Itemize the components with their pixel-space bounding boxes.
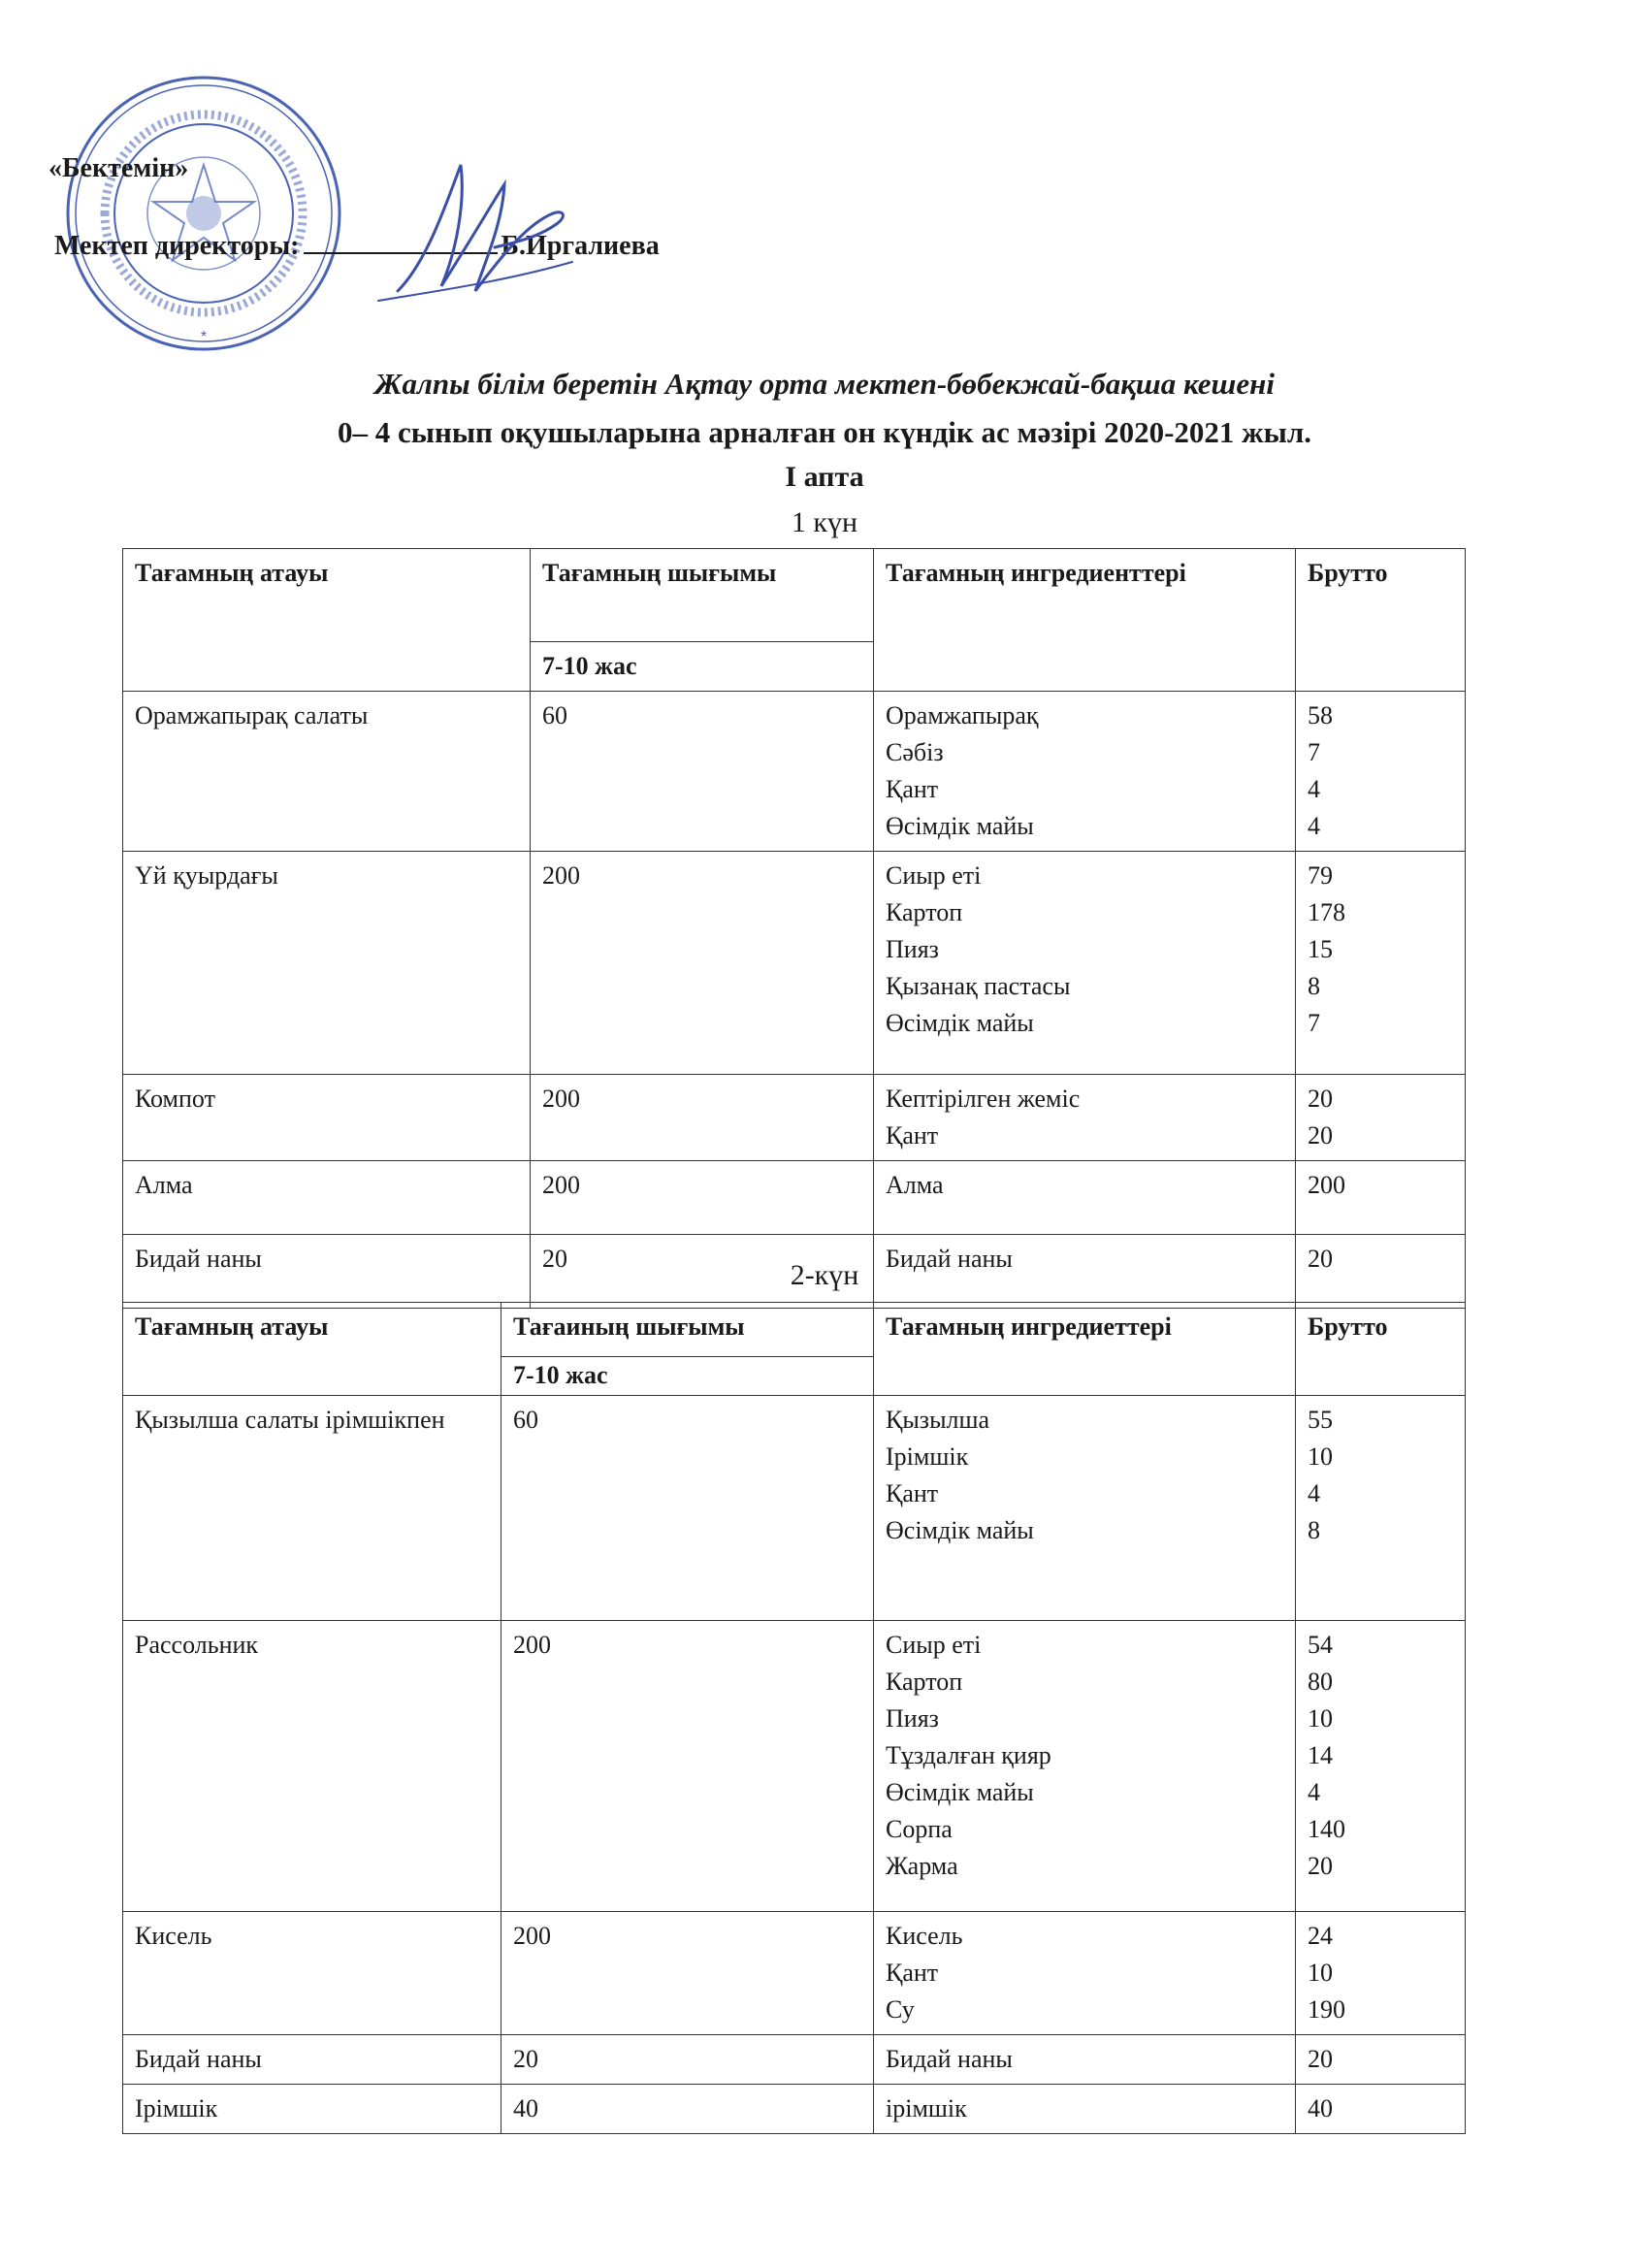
dish-name: Орамжапырақ салаты (123, 692, 531, 852)
ingredient-item: Пияз (886, 1704, 939, 1733)
brutto-value: 7 (1308, 1009, 1320, 1037)
director-name: Б.Иргалиева (501, 231, 660, 261)
ingredient-item: Өсімдік майы (886, 812, 1034, 840)
ingredient-item: Бидай наны (886, 2045, 1013, 2073)
brutto-value: 10 (1308, 1442, 1333, 1471)
ingredient-item: Су (886, 1995, 915, 2024)
ingredient-item: Қант (886, 1121, 939, 1150)
brutto-value: 8 (1308, 972, 1320, 1000)
dish-output: 200 (531, 1075, 874, 1161)
ingredient-list (874, 1621, 1296, 1912)
ingredient-item: Сиыр еті (886, 861, 982, 890)
brutto-value: 10 (1308, 1959, 1333, 1987)
approval-heading: «Бектемін» (48, 153, 189, 183)
dish-name: Бидай наны (123, 2035, 501, 2085)
ingredient-item: Қызанақ пастасы (886, 972, 1071, 1000)
ingredient-list (874, 1161, 1296, 1235)
brutto-list (1296, 1621, 1466, 1912)
brutto-value: 24 (1308, 1922, 1333, 1950)
brutto-list (1296, 852, 1466, 1075)
ingredient-item: Қант (886, 1479, 939, 1507)
dish-output: 60 (501, 1396, 874, 1621)
table-row (123, 852, 1466, 1075)
header-output: Тағаиның шығымы (501, 1303, 874, 1357)
brutto-value: 200 (1308, 1171, 1345, 1199)
table-row (123, 1912, 1466, 2035)
header-ingredients: Тағамның ингредиеттері (874, 1303, 1296, 1396)
document-title: Жалпы білім беретін Ақтау орта мектеп-бөбекжай-бақша кешені (374, 367, 1275, 401)
brutto-list (1296, 1161, 1466, 1235)
brutto-value: 55 (1308, 1406, 1333, 1434)
dish-name: Бидай наны (123, 1235, 531, 1309)
ingredient-item: Өсімдік майы (886, 1778, 1034, 1806)
ingredient-item: Сәбіз (886, 738, 944, 766)
table-row (123, 2035, 1466, 2085)
day1-menu-table (122, 548, 1466, 1309)
ingredient-list (874, 2085, 1296, 2134)
header-dish-name: Тағамның атауы (123, 549, 531, 692)
week-label: I апта (785, 461, 864, 493)
table-row (123, 1075, 1466, 1161)
brutto-value: 20 (1308, 1085, 1333, 1113)
ingredient-item: Кисель (886, 1922, 963, 1950)
document-subtitle: 0– 4 сынып оқушыларына арналған он күндік ас мәзірі 2020-2021 жыл. (338, 415, 1311, 449)
header-brutto: Брутто (1296, 1303, 1466, 1396)
brutto-value: 8 (1308, 1516, 1320, 1544)
dish-name: Алма (123, 1161, 531, 1235)
header-output: Тағамның шығымы (531, 549, 874, 642)
table-row (123, 2085, 1466, 2134)
day1-label: 1 күн (791, 506, 858, 538)
brutto-value: 54 (1308, 1631, 1333, 1659)
brutto-value: 20 (1308, 1852, 1333, 1880)
ingredient-item: Ірімшік (886, 1442, 969, 1471)
brutto-list (1296, 2035, 1466, 2085)
ingredient-item: Сорпа (886, 1815, 953, 1843)
brutto-value: 7 (1308, 738, 1320, 766)
dish-output: 20 (531, 1235, 874, 1309)
ingredient-item: Орамжапырақ (886, 701, 1039, 729)
day2-label: 2-күн (790, 1259, 859, 1291)
brutto-value: 190 (1308, 1995, 1345, 2024)
dish-output: 20 (501, 2035, 874, 2085)
ingredient-list (874, 1396, 1296, 1621)
director-label: Мектеп директоры: (54, 231, 300, 261)
ingredient-list (874, 1912, 1296, 2035)
ingredient-item: Кептірілген жеміс (886, 1085, 1081, 1113)
dish-name: Ірімшік (123, 2085, 501, 2134)
brutto-value: 4 (1308, 1778, 1320, 1806)
dish-name: Компот (123, 1075, 531, 1161)
header-age-group: 7-10 жас (501, 1357, 874, 1396)
brutto-list (1296, 1075, 1466, 1161)
table-row (123, 1621, 1466, 1912)
brutto-value: 20 (1308, 1121, 1333, 1150)
brutto-list (1296, 2085, 1466, 2134)
official-stamp (58, 68, 349, 359)
day2-rows (123, 1396, 1466, 2134)
dish-name: Кисель (123, 1912, 501, 2035)
brutto-list (1296, 692, 1466, 852)
table-row (123, 692, 1466, 852)
ingredient-item: Картоп (886, 898, 963, 926)
brutto-value: 4 (1308, 775, 1320, 803)
brutto-value: 178 (1308, 898, 1345, 926)
director-signature (369, 146, 582, 310)
ingredient-item: Сиыр еті (886, 1631, 982, 1659)
header-age-group: 7-10 жас (531, 642, 874, 692)
table-row (123, 1396, 1466, 1621)
brutto-value: 140 (1308, 1815, 1345, 1843)
table-row (123, 1161, 1466, 1235)
dish-name: Үй қуырдағы (123, 852, 531, 1075)
day2-menu-table (122, 1302, 1466, 2134)
ingredient-list (874, 2035, 1296, 2085)
brutto-value: 4 (1308, 812, 1320, 840)
header-ingredients: Тағамның ингредиенттері (874, 549, 1296, 692)
svg-text:*: * (200, 329, 208, 345)
dish-output: 200 (501, 1912, 874, 2035)
day1-rows (123, 692, 1466, 1309)
dish-name: Қызылша салаты ірімшікпен (123, 1396, 501, 1621)
brutto-value: 14 (1308, 1741, 1333, 1769)
ingredient-list (874, 1075, 1296, 1161)
brutto-value: 4 (1308, 1479, 1320, 1507)
ingredient-item: Қызылша (886, 1406, 990, 1434)
dish-output: 40 (501, 2085, 874, 2134)
ingredient-item: Өсімдік майы (886, 1009, 1034, 1037)
brutto-value: 79 (1308, 861, 1333, 890)
ingredient-item: Қант (886, 1959, 939, 1987)
dish-output: 200 (531, 852, 874, 1075)
brutto-value: 10 (1308, 1704, 1333, 1733)
brutto-list (1296, 1912, 1466, 2035)
ingredient-item: Жарма (886, 1852, 958, 1880)
brutto-value: 15 (1308, 935, 1333, 963)
ingredient-item: Алма (886, 1171, 944, 1199)
ingredient-item: Қант (886, 775, 939, 803)
brutto-value: 80 (1308, 1668, 1333, 1696)
header-brutto: Брутто (1296, 549, 1466, 692)
ingredient-item: Бидай наны (886, 1245, 1013, 1273)
brutto-value: 40 (1308, 2094, 1333, 2122)
brutto-value: 58 (1308, 701, 1333, 729)
dish-output: 60 (531, 692, 874, 852)
brutto-value: 20 (1308, 2045, 1333, 2073)
ingredient-item: Тұздалған қияр (886, 1741, 1051, 1769)
brutto-list (1296, 1396, 1466, 1621)
brutto-value: 20 (1308, 1245, 1333, 1273)
dish-output: 200 (531, 1161, 874, 1235)
dish-name: Рассольник (123, 1621, 501, 1912)
ingredient-list (874, 692, 1296, 852)
ingredient-list (874, 852, 1296, 1075)
ingredient-item: Пияз (886, 935, 939, 963)
dish-output: 200 (501, 1621, 874, 1912)
header-dish-name: Тағамның атауы (123, 1303, 501, 1396)
ingredient-item: Картоп (886, 1668, 963, 1696)
ingredient-item: Өсімдік майы (886, 1516, 1034, 1544)
ingredient-item: ірімшік (886, 2094, 967, 2122)
